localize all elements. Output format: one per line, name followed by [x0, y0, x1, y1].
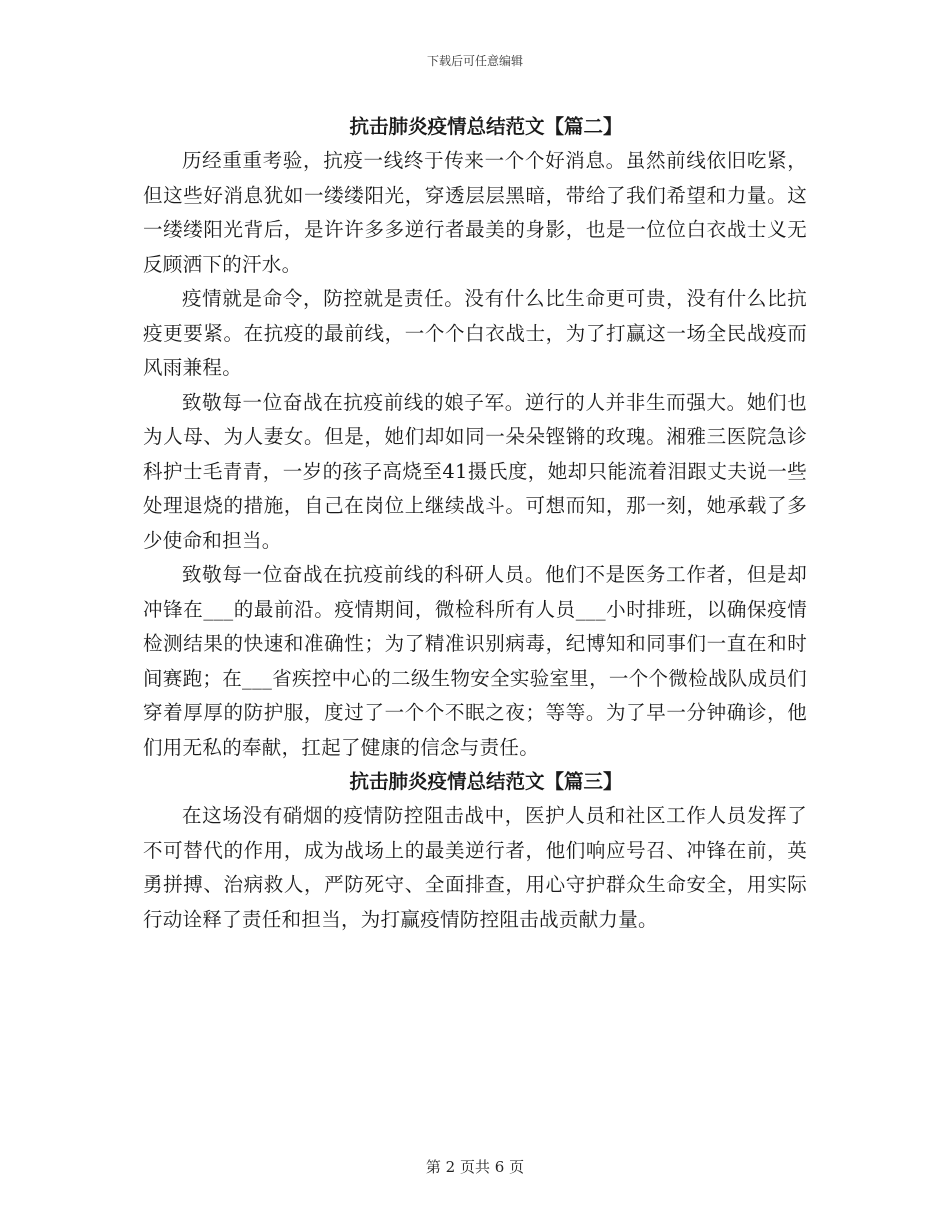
- paragraph: 在这场没有硝烟的疫情防控阻击战中，医护人员和社区工作人员发挥了不可替代的作用，成为战场上的最美逆行者，他们响应号召、冲锋在前，英勇拼搏、治病救人，严防死守、全面排查，用心守护群众生命安全，用实际行动诠释了责任和担当，为打赢疫情防控阻击战贡献力量。: [143, 804, 807, 931]
- page-header: 下载后可任意编辑: [426, 54, 523, 68]
- paragraph: 致敬每一位奋战在抗疫前线的科研人员。他们不是医务工作者，但是却冲锋在___的最前沿。疫情期间，微检科所有人员___小时排班，以确保疫情检测结果的快速和准确性；为了精准识别病毒，纪博知和同事们一直在和时间赛跑；在___省疾控中心的二级生物安全实验室里，一个个微检战队成员们穿着厚厚的防护服，度过了一个个不眠之夜；等等。为了早一分钟确诊，他们用无私的奉献，扛起了健康的信念与责任。: [143, 563, 807, 759]
- paragraph: 历经重重考验，抗疫一线终于传来一个个好消息。虽然前线依旧吃紧，但这些好消息犹如一缕缕阳光，穿透层层黑暗，带给了我们希望和力量。这一缕缕阳光背后，是许许多多逆行者最美的身影，也是一位位白衣战士义无反顾洒下的汗水。: [143, 149, 807, 276]
- page-number: 第 2 页共 6 页: [425, 1158, 525, 1176]
- section-title-2: 抗击肺炎疫情总结范文【篇二】: [349, 115, 623, 138]
- section-title-3: 抗击肺炎疫情总结范文【篇三】: [349, 770, 623, 793]
- paragraph: 疫情就是命令，防控就是责任。没有什么比生命更可贵，没有什么比抗疫更要紧。在抗疫的最前线，一个个白衣战士，为了打赢这一场全民战疫而风雨兼程。: [143, 287, 807, 379]
- document-body: [143, 110, 807, 937]
- paragraph: 致敬每一位奋战在抗疫前线的娘子军。逆行的人并非生而强大。她们也为人母、为人妻女。但是，她们却如同一朵朵铿锵的玫瑰。湘雅三医院急诊科护士毛青青，一岁的孩子高烧至41摄氏度，她却只能流着泪跟丈夫说一些处理退烧的措施，自己在岗位上继续战斗。可想而知，那一刻，她承载了多少使命和担当。: [143, 390, 807, 552]
